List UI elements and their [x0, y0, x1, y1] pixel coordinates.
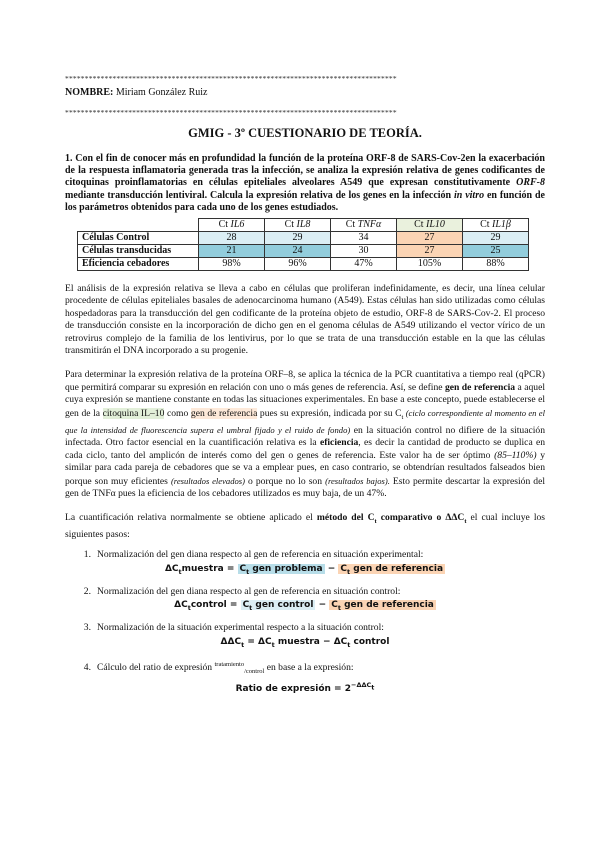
cell-transduced-il10: 27 [397, 245, 463, 258]
ct-results-table [77, 218, 529, 271]
table-header-row [78, 219, 529, 232]
list-item: 4. Cálculo del ratio de expresión $^{tratamiento}_{/control}$ en base a la expresión: Ratio de expresión = $2^{-\Delta\Delta C_t}$ [65, 659, 545, 696]
separator-line-bottom: ************************************************************************************ [65, 108, 397, 117]
highlight-il10: citoquina IL–10 [102, 407, 165, 419]
highlight-reference-gene: gen de referencia [190, 407, 258, 419]
name-label: NOMBRE: [65, 87, 114, 98]
header-tnfa: Ct TNFα [331, 219, 397, 232]
table-corner [78, 219, 199, 232]
cell-transduced-il6: 21 [199, 245, 265, 258]
cell-eff-il10: 105% [397, 258, 463, 271]
header-il6: Ct IL6 [199, 219, 265, 232]
cell-control-il8: 29 [265, 232, 331, 245]
cell-eff-il1b: 88% [463, 258, 529, 271]
paragraph-method: La cuantificación relativa normalmente se obtiene aplicado el método del $C_t$ comparativo o $\Delta\Delta C_t$ el cual incluye los siguientes pasos: [65, 512, 546, 540]
formula-delta-ct-control: $\Delta C_tcontrol = C_t$ gen control − $C_t$ gen de referencia [174, 600, 434, 612]
question-orf8: ORF-8 [516, 177, 545, 189]
cell-eff-il6: 98% [199, 258, 265, 271]
question-text-2: mediante transducción lentiviral. Calcula la expresión relativa de los genes en la infección [65, 189, 454, 201]
list-item: 1. Normalización del gen diana respecto al gen de referencia en situación experimental: $\Delta C_tmuestra = C_t$ gen problema − $C_t$ gen de referencia [65, 549, 545, 578]
cell-eff-tnfa: 47% [331, 258, 397, 271]
table-row [78, 245, 529, 258]
question-text-1: 1. Con el fin de conocer más en profundidad la función de la proteína ORF-8 de SARS-Cov-2en la exacerbación de la respuesta inflamatoria generada tras la infección, se analiza la expresión relativa de genes codificantes de citoquinas proinflamatorias en células epiteliales alveolares A549 que expresan constitutivamente [65, 153, 545, 189]
paragraph-analysis: El análisis de la expresión relativa se lleva a cabo en células que proliferan indefinidamente, es decir, una línea celular procedente de células epiteliales basales de adenocarcinoma humano (A549). Estas células han sido utilizadas como células hospedadoras para la transducción del gen codificante de la proteína objeto de estudio, ORF-8 de SARS-Cov-2. El proceso de transducción consiste en la incorporación de dicho gen en el genoma células de A549 utilizando el vector vírico de un retrovirus complejo de la familia de los lentivirus, por lo que se trata de una transducción estable en la que las células transmitirán el DNA incorporado a su progenie. [65, 283, 545, 357]
question-statement [65, 153, 545, 214]
student-name-line [65, 87, 545, 98]
row-label-transduced: Células transducidas [78, 245, 199, 258]
document-page [65, 74, 545, 696]
paragraph-reference-gene: Para determinar la expresión relativa de la proteína ORF–8, se aplica la técnica de la PCR cuantitativa a tiempo real (qPCR) que permitirá comparar su expresión en relación con uno o más genes de referencia. Así, se define gen de referencia a aquel cuya expresión se mantiene constante en todas las situaciones experimentales. En base a este concepto, puede establecerse el gen de la citoquina IL–10 como gen de referencia pues su expresión, indicada por su $C_t$ (ciclo correspondiente al momento en el que la intensidad de fluorescencia supera el umbral fijado y el ruido de fondo) en la situación control no difiere de la situación infectada. Otro factor esencial en la cuantificación relativa es la eficiencia, es decir la cantidad de producto se duplica en cada ciclo, tanto del amplicón de interés como del gen o genes de referencia. Este valor ha de ser óptimo (85–110%) y similar para cada pareja de cebadores que se va a emplear pues, en caso contrario, se obtendrían resultados falseados bien porque son muy eficientes (resultados elevados) o porque no lo son (resultados bajos). Esto permite descartar la expresión del gen de TNFα pues la eficiencia de los cebadores utilizados es muy baja, de un 47%. [65, 369, 546, 500]
method-steps-list [65, 549, 545, 696]
list-item: 3. Normalización de la situación experimental respecto a la situación control: $\Delta\Delta C_t = \Delta C_t$ muestra − $\Delta C_t$ control [65, 622, 545, 651]
row-label-efficiency: Eficiencia cebadores [78, 258, 199, 271]
formula-expression-ratio: Ratio de expresión = $2^{-\Delta\Delta C_t}$ [235, 681, 375, 695]
table-row [78, 232, 529, 245]
cell-control-il10: 27 [397, 232, 463, 245]
page-title: GMIG - 3º CUESTIONARIO DE TEORÍA. [188, 126, 422, 140]
header-il10: Ct IL10 [397, 219, 463, 232]
cell-transduced-il8: 24 [265, 245, 331, 258]
cell-control-tnfa: 34 [331, 232, 397, 245]
formula-delta-delta-ct: $\Delta\Delta C_t = \Delta C_t$ muestra − $\Delta C_t$ control [220, 636, 390, 649]
student-name: Miriam González Ruiz [115, 87, 208, 98]
cell-eff-il8: 96% [265, 258, 331, 271]
formula-delta-ct-sample: $\Delta C_tmuestra = C_t$ gen problema − $C_t$ gen de referencia [164, 563, 444, 576]
question-in-vitro: in vitro [454, 189, 485, 201]
header-il8: Ct IL8 [265, 219, 331, 232]
separator-line-top: ************************************************************************************ [65, 74, 397, 83]
table-row [78, 258, 529, 271]
cell-transduced-il1b: 25 [463, 245, 529, 258]
list-item: 2. Normalización del gen diana respecto al gen de referencia en situación control: $\Delta C_tcontrol = C_t$ gen control − $C_t$ gen de referencia [65, 586, 545, 615]
row-label-control: Células Control [78, 232, 199, 245]
question-text-3: en función de los parámetros obtenidos para cada uno de los genes estudiados. [65, 189, 545, 213]
header-il1b: Ct IL1β [463, 219, 529, 232]
cell-control-il6: 28 [199, 232, 265, 245]
cell-control-il1b: 29 [463, 232, 529, 245]
cell-transduced-tnfa: 30 [331, 245, 397, 258]
